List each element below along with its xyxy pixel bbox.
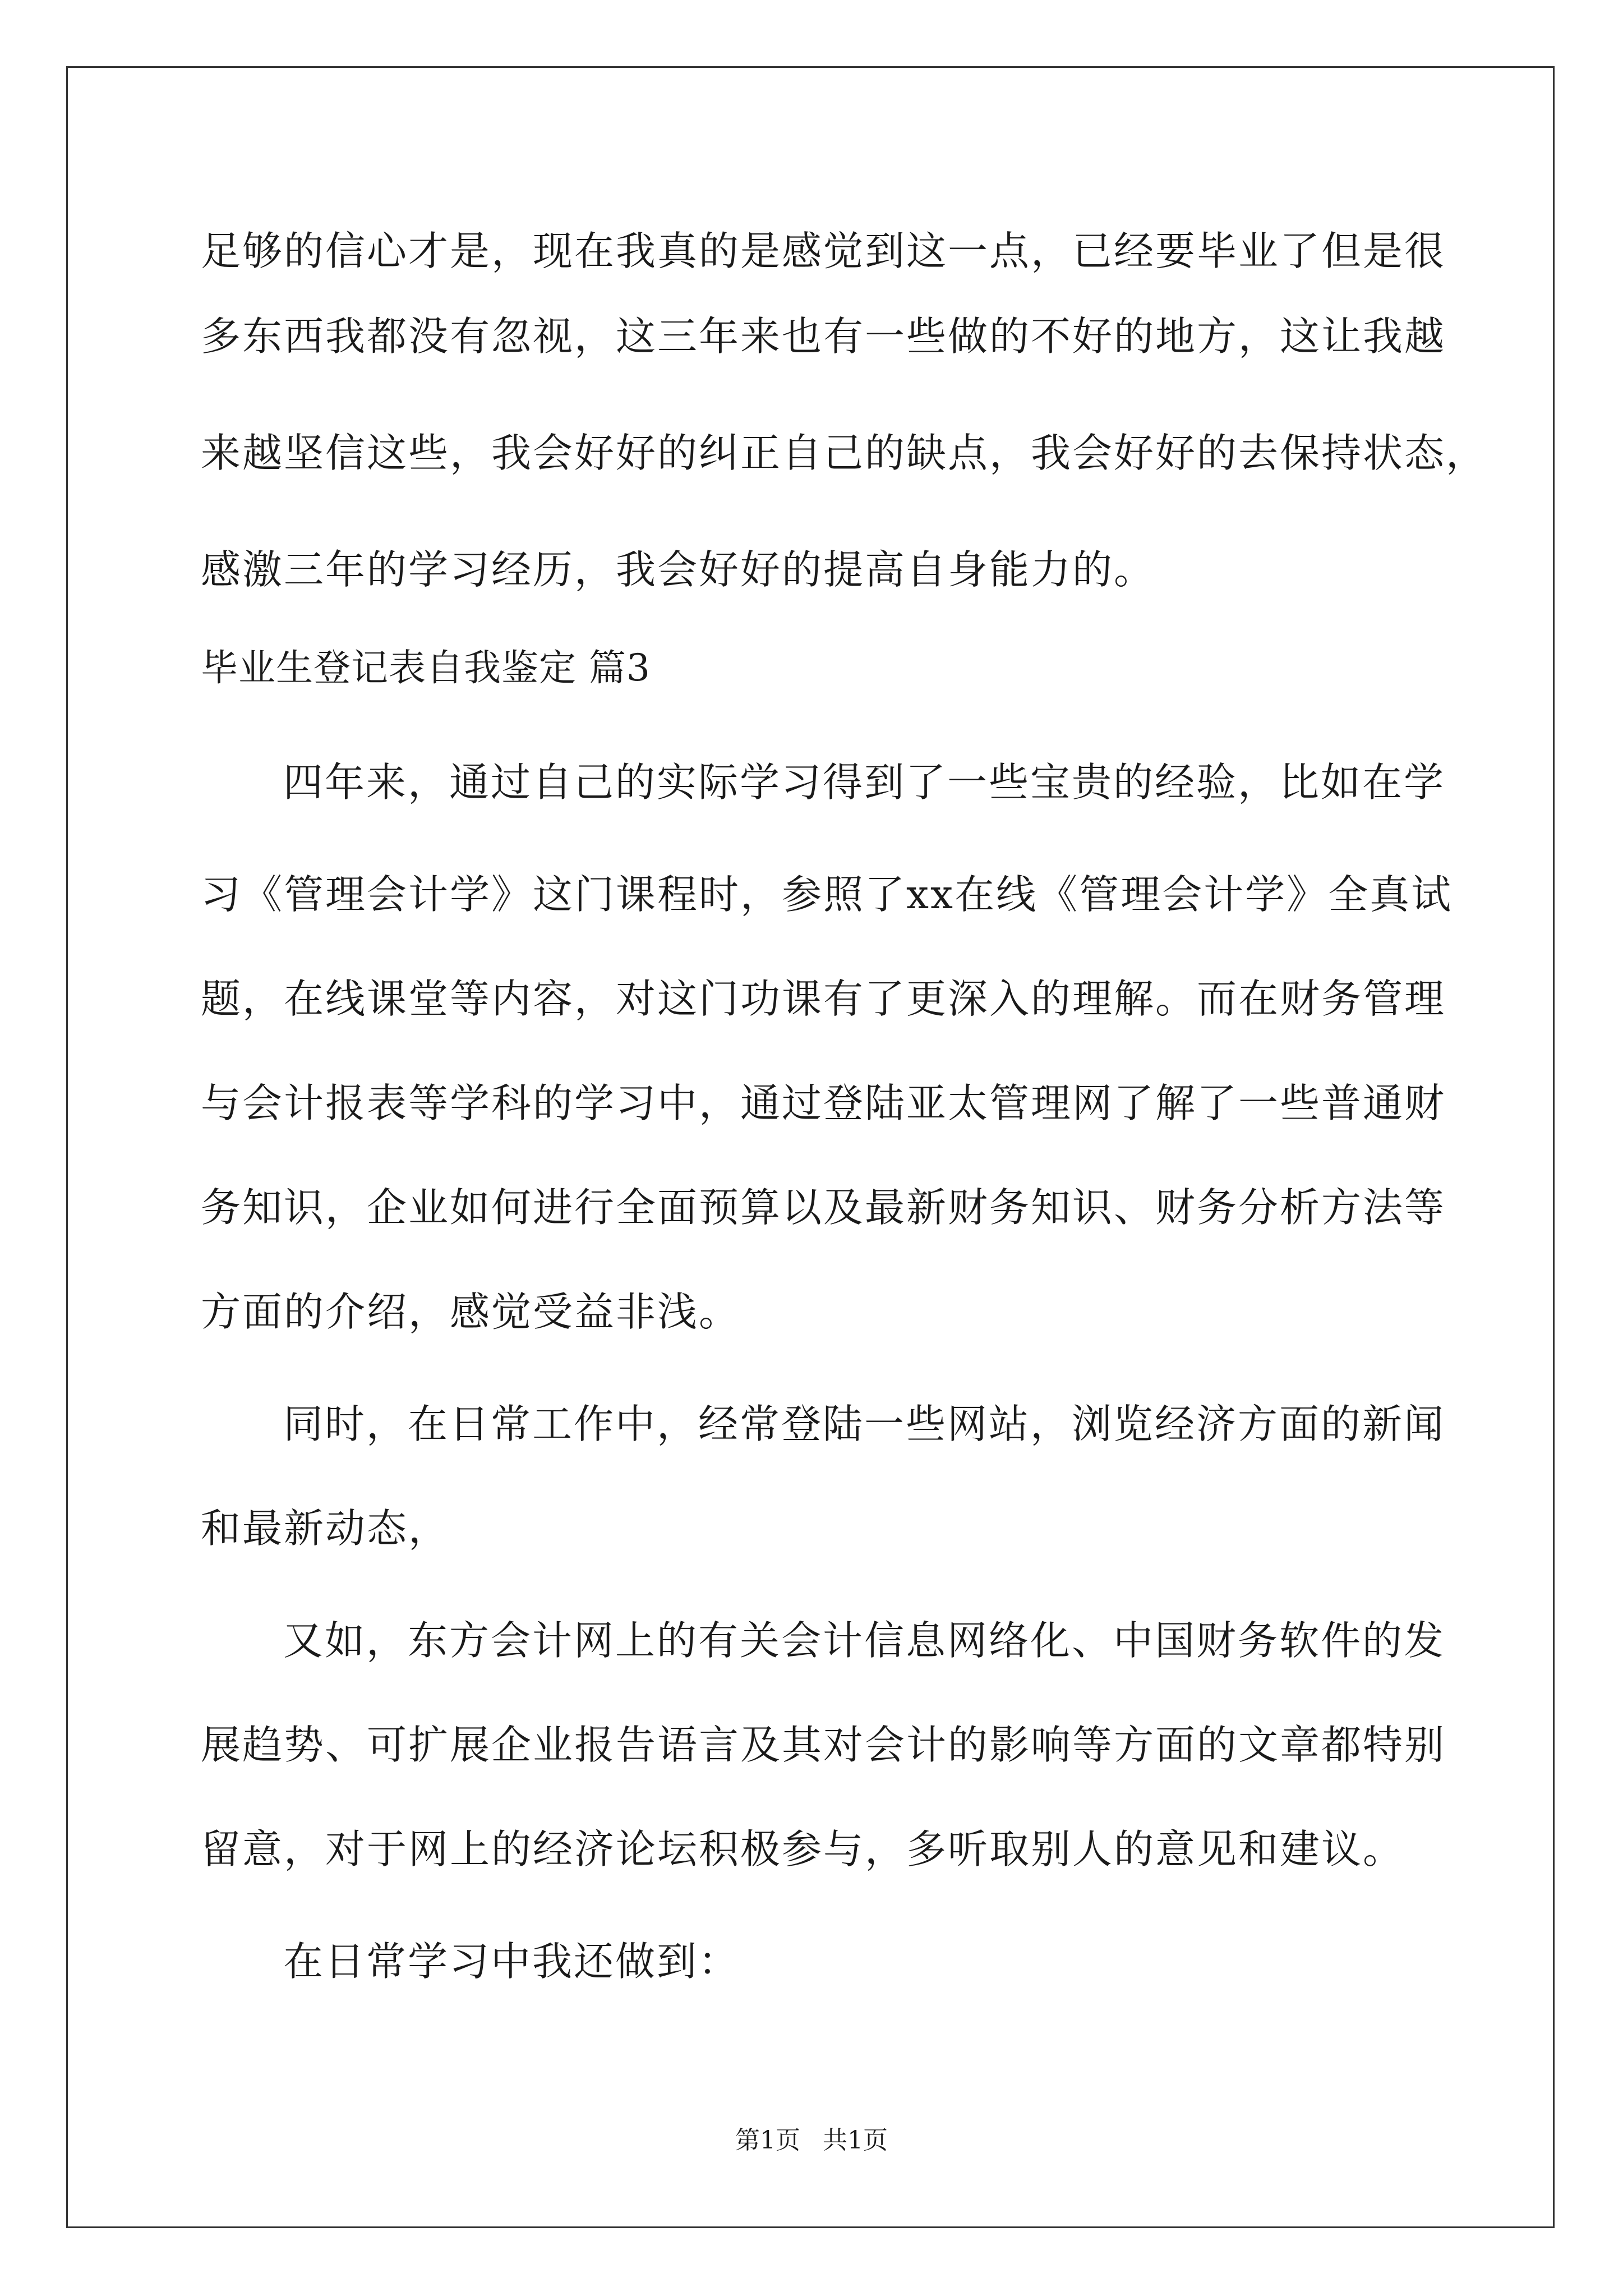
text-line: 在日常学习中我还做到： [283,1938,740,1985]
page-number: 第1页 [735,2126,800,2155]
text-line: 务知识，企业如何进行全面预算以及最新财务知识、财务分析方法等 [201,1184,1446,1231]
text-line: 与会计报表等学科的学习中，通过登陆亚太管理网了解了一些普通财 [201,1080,1446,1126]
text-line: 又如，东方会计网上的有关会计信息网络化、中国财务软件的发 [283,1617,1446,1664]
text-line: 方面的介绍，感觉受益非浅。 [201,1289,741,1335]
text-line: 来越坚信这些，我会好好的纠正自己的缺点，我会好好的去保持状态， [201,430,1488,476]
page-border [66,66,1555,2228]
text-line: 展趋势、可扩展企业报告语言及其对会计的影响等方面的文章都特别 [201,1722,1446,1768]
text-line: 和最新动态， [201,1505,450,1552]
text-line: 感激三年的学习经历，我会好好的提高自身能力的。 [201,546,1156,593]
page-footer [0,2128,1623,2153]
text-line: 留意，对于网上的经济论坛积极参与，多听取别人的意见和建议。 [201,1826,1405,1872]
text-line: 多东西我都没有忽视，这三年来也有一些做的不好的地方，这让我越 [201,313,1446,360]
text-line: 足够的信心才是，现在我真的是感觉到这一点，已经要毕业了但是很 [201,228,1446,274]
text-line: 四年来，通过自己的实际学习得到了一些宝贵的经验，比如在学 [283,759,1446,806]
text-line: 同时，在日常工作中，经常登陆一些网站，浏览经济方面的新闻 [283,1401,1446,1447]
page-total: 共1页 [823,2126,888,2155]
text-line: 习《管理会计学》这门课程时，参照了xx在线《管理会计学》全真试 [201,871,1453,918]
text-line: 题，在线课堂等内容，对这门功课有了更深入的理解。而在财务管理 [201,976,1446,1022]
section-heading: 毕业生登记表自我鉴定 篇3 [201,646,651,689]
